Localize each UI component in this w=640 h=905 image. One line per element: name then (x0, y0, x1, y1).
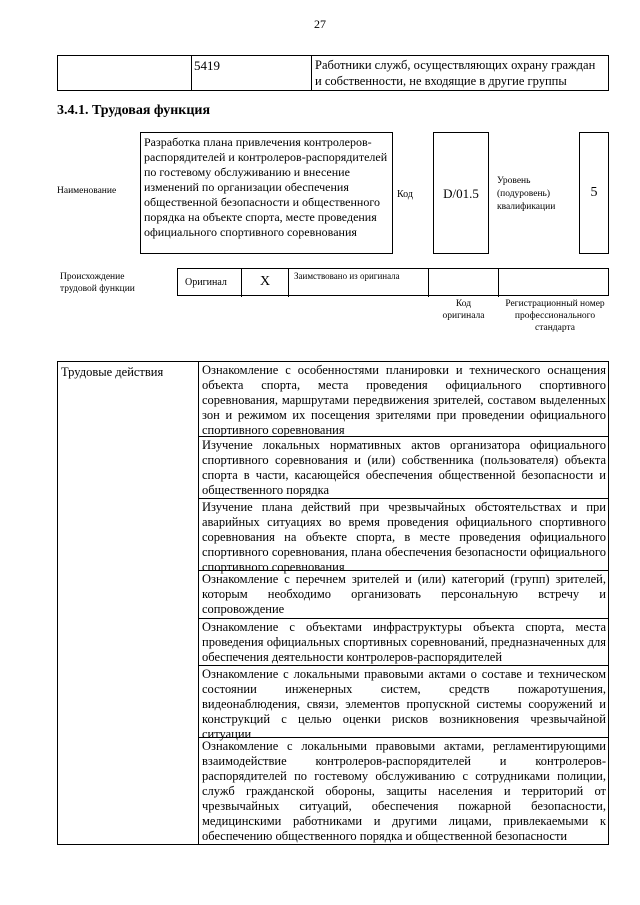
okz-table (57, 55, 609, 91)
labor-action-row: Изучение локальных нормативных актов организатора официального спортивного соревнования и (или) собственника (пользователя) объекта спорта в части, касающейся обеспечения общественной безопасности и общественного порядка (199, 437, 609, 499)
borrowed-label: Заимствовано из оригинала (289, 269, 429, 297)
labor-actions-label: Трудовые действия (58, 362, 199, 844)
labor-action-row: Ознакомление с локальными правовыми актами о составе и техническом состоянии инженерных систем, средств пожаротушения, видеонаблюдения, связи, элементов пропускной системы сооружений и конструкций с целью оценки рисков возникновения чрезвычайной ситуации (199, 666, 609, 738)
labor-action-row: Ознакомление с перечнем зрителей и (или) категорий (групп) зрителей, которым необходимо организовать персональную встречу и сопровождение (199, 571, 609, 619)
labor-action-row: Ознакомление с особенностями планировки и технического оснащения объекта спорта, места проведения официального спортивного соревнования, маршрутами передвижения зрителей, составом выделенных зон и режимом их посещения зрителями при проведении официального спортивного соревнования (199, 362, 609, 437)
name-label: Наименование (57, 186, 117, 196)
origin-table (177, 268, 609, 296)
origin-label (60, 271, 160, 295)
original-label: Оригинал (178, 269, 242, 297)
code-label: Код (397, 189, 413, 200)
reg-number-cell (499, 269, 609, 297)
original-code-caption: Код оригинала (442, 299, 485, 321)
labor-action-row: Ознакомление с объектами инфраструктуры объекта спорта, места проведения официальных спортивных соревнований, предназначенных для обеспечения деятельности контролеров-распорядителей (199, 619, 609, 666)
okz-name: Работники служб, осуществляющих охрану граждан и собственности, не входящие в другие группы (315, 58, 596, 88)
labor-actions-list (199, 362, 609, 844)
labor-actions-table (57, 361, 609, 845)
level-label-text: Уровень (подуровень) квалификации (497, 176, 556, 212)
page-number: 27 (314, 17, 326, 31)
function-name: Разработка плана привлечения контролеров-распорядителей и контролеров-распорядителей по гостевому обслуживанию и внесение изменений по организации обеспечения общественной безопасности и общественного порядка на объекте спорта, месте проведения официального спортивного соревнования (140, 132, 393, 254)
okz-code: 5419 (191, 56, 312, 90)
original-code-cell (429, 269, 499, 297)
okz-empty-cell (58, 56, 192, 90)
function-level: 5 (579, 132, 609, 254)
level-label (497, 175, 577, 214)
labor-action-row: Ознакомление с локальными правовыми актами, регламентирующими взаимодействие контролеров-распорядителей и контролеров-распорядителей по гостевому обслуживанию с сотрудниками полиции, служб гражданской обороны, защиты населения и территорий от чрезвычайных ситуаций, обеспечения пожарной безопасности, медицинскими работниками и другими лицами, привлекаемыми к обеспечению общественного порядка и общественной безопасности (202, 739, 606, 843)
origin-label-text: Происхождение трудовой функции (60, 272, 135, 294)
reg-number-caption: Регистрационный номер профессионального стандарта (505, 299, 605, 333)
original-mark: X (242, 269, 289, 297)
section-title: 3.4.1. Трудовая функция (57, 103, 211, 118)
labor-action-row: Изучение плана действий при чрезвычайных обстоятельствах и при аварийных ситуациях во время проведения официального спортивного соревнования на объекте спорта, в месте проведения официального спортивного соревнования, плана обеспечения безопасности официального спортивного соревнования (199, 499, 609, 571)
function-code: D/01.5 (433, 132, 489, 254)
